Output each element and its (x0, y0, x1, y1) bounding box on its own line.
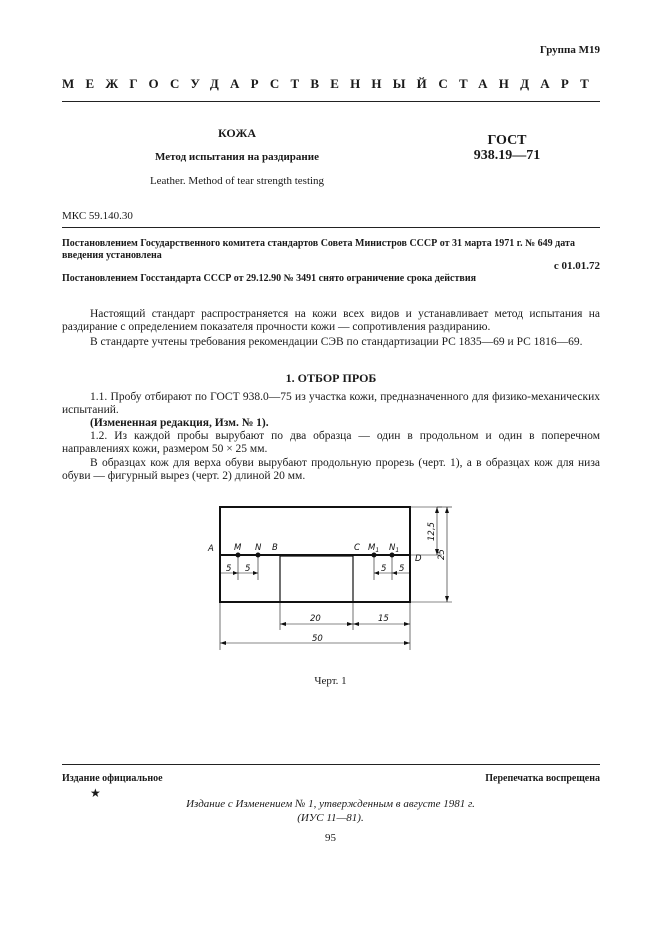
dim-50: 50 (312, 634, 323, 644)
dim-25: 25 (437, 549, 447, 560)
clause-1-2: 1.2. Из каждой пробы вырубают по два образца — один в продольном и один в поперечном направлениях кожи, размером 50 × 25 мм. (62, 430, 600, 456)
clause-1-1: 1.1. Пробу отбирают по ГОСТ 938.0—75 из участка кожи, предназначенного для физико-механических испытаний. (62, 391, 600, 417)
label-a: A (208, 544, 214, 554)
star-icon: ★ (90, 786, 101, 800)
revision-note: (Измененная редакция, Изм. № 1). (90, 417, 269, 429)
dim-5-b: 5 (245, 564, 251, 574)
label-c: C (354, 543, 360, 553)
section-1-title: 1. ОТБОР ПРОБ (285, 371, 377, 385)
gost-label: ГОСТ (487, 133, 527, 148)
decree-limitation: Постановлением Госстандарта СССР от 29.12.90 № 3491 снято ограничение срока действия (62, 273, 476, 284)
document-title: КОЖА (218, 126, 256, 140)
dim-15: 15 (378, 614, 389, 624)
reprint-notice: Перепечатка воспрещена (485, 773, 600, 784)
figure-caption: Черт. 1 (314, 675, 347, 687)
point-n (256, 553, 261, 558)
dim-20: 20 (310, 614, 321, 624)
edition-line-1: Издание с Изменением № 1, утвержденным в августе 1981 г. (186, 798, 475, 810)
label-n1: $N_1$ (389, 543, 400, 554)
official-edition: Издание официальное (62, 773, 163, 784)
clause-1-2-continuation: В образцах кож для верха обуви вырубают продольную прорезь (черт. 1), а в образцах кож для низа обуви — фигурный вырез (черт. 2) длиной 20 мм. (62, 457, 600, 483)
footer-rule (62, 764, 600, 765)
cutout-outline (280, 556, 353, 602)
point-m (236, 553, 241, 558)
label-m1: $M_1$ (368, 543, 380, 554)
page-number: 95 (325, 832, 336, 844)
label-n: N (255, 543, 262, 553)
intro-paragraph-1: Настоящий стандарт распространяется на кожи всех видов и устанавливает метод испытания на раздирание с определением показателя прочности кожи — сопротивления раздиранию. (62, 308, 600, 334)
gost-number: 938.19—71 (473, 148, 541, 163)
label-b: B (272, 543, 278, 553)
introduction-date: с 01.01.72 (553, 260, 600, 272)
edition-note (0, 797, 661, 825)
english-title: Leather. Method of tear strength testing (149, 175, 325, 187)
dim-5-a: 5 (226, 564, 232, 574)
point-n1 (390, 553, 395, 558)
banner-word-standard: СТАНДАРТ (438, 76, 600, 91)
intro-paragraph-2: В стандарте учтены требования рекомендации СЭВ по стандартизации РС 1835—69 и РС 1816—69. (90, 336, 583, 348)
dim-12-5: 12,5 (427, 522, 437, 541)
document-subtitle: Метод испытания на раздирание (155, 151, 319, 163)
decree-introduction: Постановлением Государственного комитета стандартов Совета Министров СССР от 31 марта 1971 г. № 649 дата введения установлена (62, 238, 576, 261)
banner-word-interstate: МЕЖГОСУДАРСТВЕННЫЙ (62, 76, 438, 91)
dim-5-c: 5 (381, 564, 387, 574)
dim-5-d: 5 (399, 564, 405, 574)
edition-line-2: (ИУС 11—81). (297, 812, 364, 824)
label-m: M (234, 543, 242, 553)
mks-code: МКС 59.140.30 (62, 210, 133, 222)
group-code: Группа М19 (539, 44, 600, 56)
label-d: D (415, 554, 422, 564)
